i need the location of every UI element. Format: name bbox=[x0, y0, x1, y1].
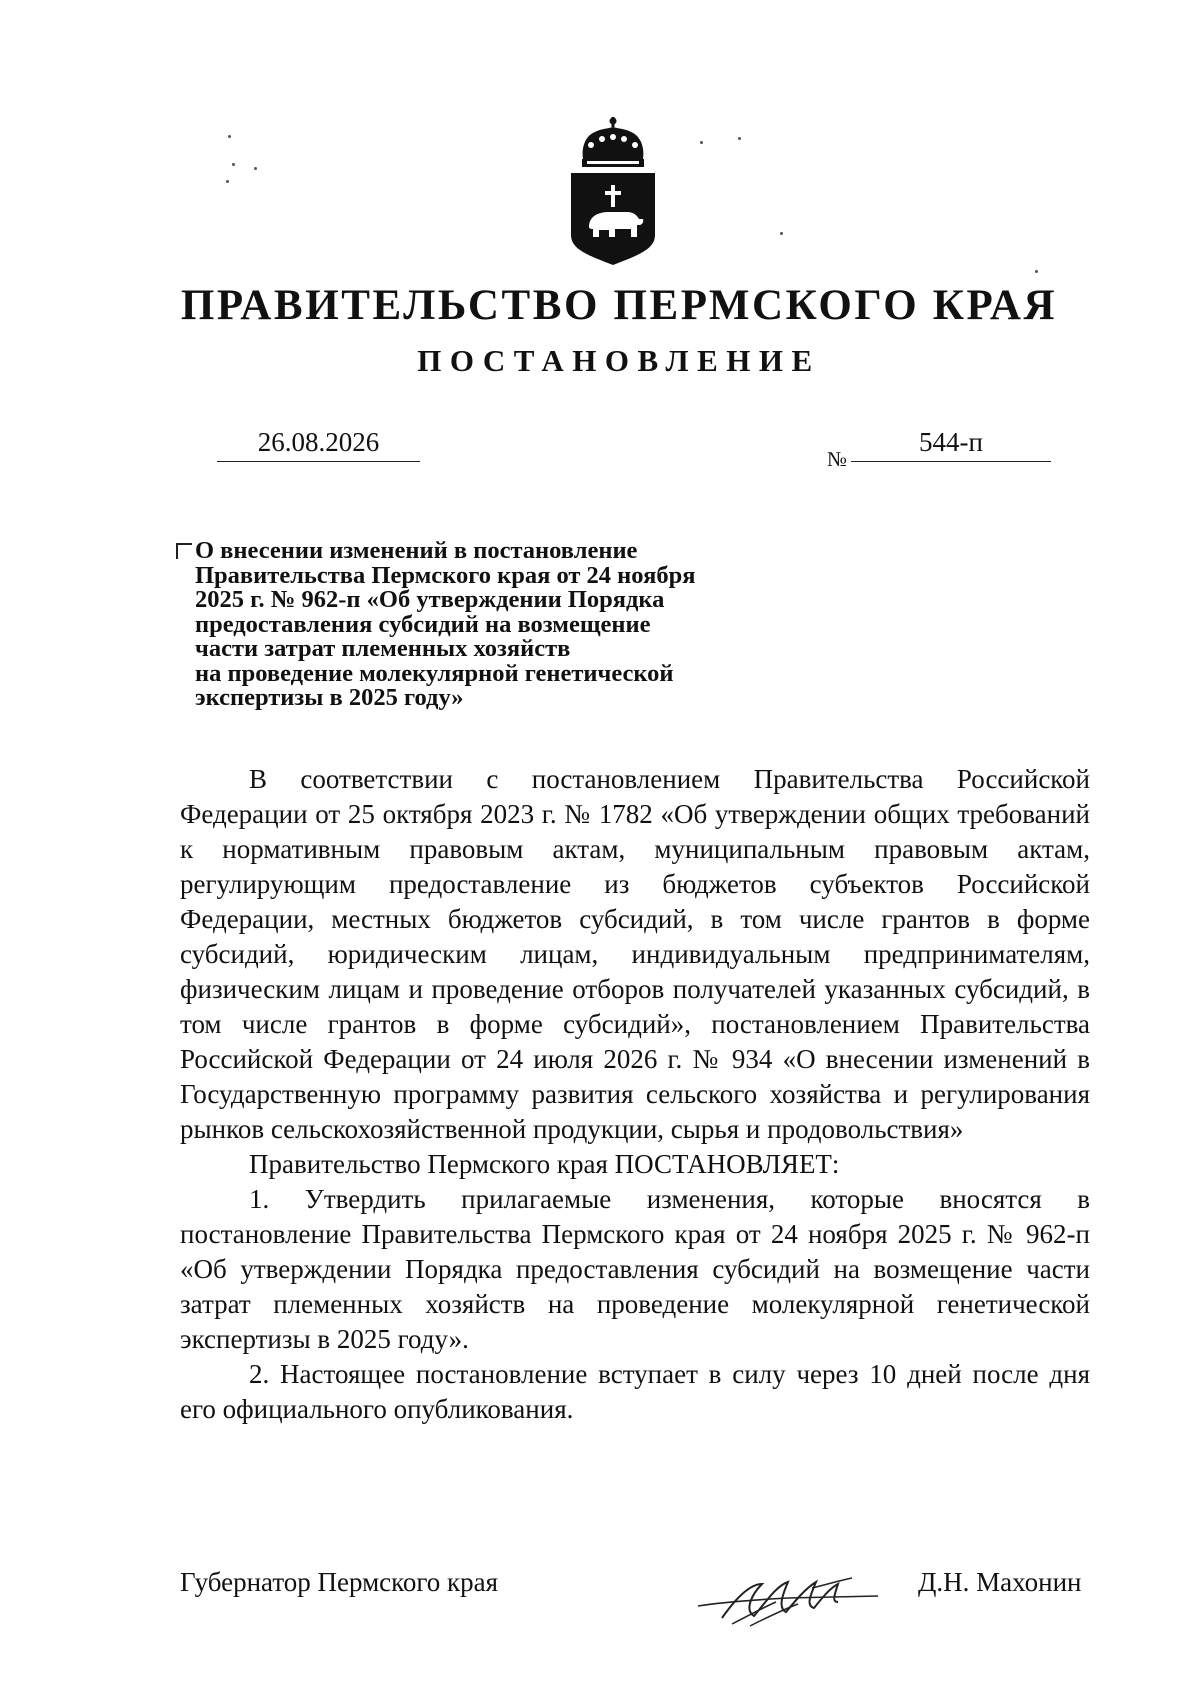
subject-line: Правительства Пермского края от 24 ноября bbox=[195, 561, 696, 589]
subject-line: экспертизы в 2025 году» bbox=[195, 684, 464, 711]
signatory-role: Губернатор Пермского края bbox=[180, 1567, 499, 1597]
scan-speck bbox=[228, 135, 231, 138]
scan-speck bbox=[226, 180, 229, 183]
subject-line: предоставления субсидий на возмещение bbox=[195, 610, 651, 638]
organization-title: ПРАВИТЕЛЬСТВО ПЕРМСКОГО КРАЯ bbox=[180, 282, 1058, 329]
subject-line: О внесении изменений в постановление bbox=[195, 537, 638, 564]
document-number: 544-п bbox=[851, 427, 1051, 462]
subject-line: части затрат племенных хозяйств bbox=[195, 635, 571, 662]
handwritten-signature-icon bbox=[692, 1562, 882, 1628]
clause-1-paragraph: 1. Утвердить прилагаемые изменения, которые вносятся в постановление Правительства Пермского края от 24 ноября 2025 г. № 962-п «Об утверждении Порядка предоставления субсидий на возмещение части затрат племенных хозяйств на проведение молекулярной генетической экспертизы в 2025 году». bbox=[180, 1184, 1090, 1354]
scan-speck bbox=[738, 137, 741, 140]
clause-2-paragraph: 2. Настоящее постановление вступает в силу через 10 дней после дня его официального опубликования. bbox=[180, 1359, 1090, 1424]
preamble-paragraph: В соответствии с постановлением Правительства Российской Федерации от 25 октября 2023 г. № 1782 «Об утверждении общих требований к нормативным правовым актам, муниципальным правовым актам, регулирующим предоставление из бюджетов субъектов Российской Федерации, местных бюджетов субсидий, в том числе грантов в форме субсидий, юридическим лицам, индивидуальным предпринимателям, физическим лицам и проведение отборов получателей указанных субсидий, в том числе грантов в форме субсидий», постановлением Правительства Российской Федерации от 24 июля 2026 г. № 934 «О внесении изменений в Государственную программу развития сельского хозяйства и регулирования рынков сельскохозяйственной продукции, сырья и продовольствия» bbox=[180, 764, 1090, 1144]
subject-line: на проведение молекулярной генетической bbox=[195, 659, 674, 687]
corner-bracket-icon bbox=[176, 543, 192, 559]
document-type-title: ПОСТАНОВЛЕНИЕ bbox=[417, 343, 821, 378]
signatory-name: Д.Н. Махонин bbox=[918, 1567, 1082, 1597]
coat-of-arms-icon bbox=[565, 115, 661, 267]
document-date: 26.08.2026 bbox=[217, 427, 420, 462]
resolution-paragraph: Правительство Пермского края ПОСТАНОВЛЯЕТ: bbox=[249, 1149, 840, 1179]
subject-line: 2025 г. № 962-п «Об утверждении Порядка bbox=[195, 586, 665, 613]
scan-speck bbox=[254, 167, 257, 170]
number-label: № bbox=[827, 447, 848, 471]
scan-speck bbox=[1035, 270, 1038, 273]
scan-speck bbox=[780, 232, 783, 235]
scan-speck bbox=[700, 141, 703, 144]
document-subject bbox=[195, 539, 805, 711]
scan-speck bbox=[232, 163, 235, 166]
document-body bbox=[180, 762, 1090, 1427]
